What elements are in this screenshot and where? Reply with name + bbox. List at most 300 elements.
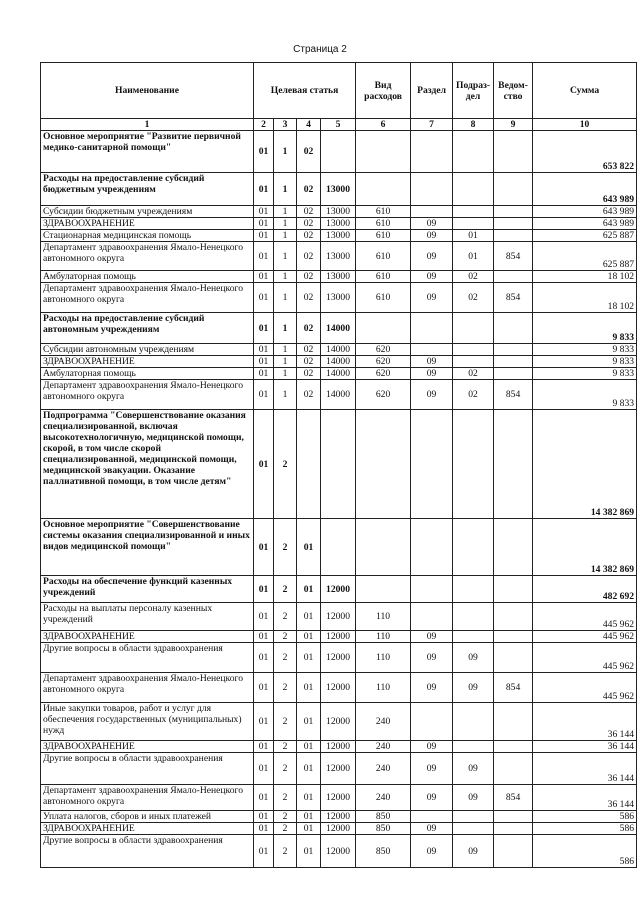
cell-c2: 01 xyxy=(254,673,274,703)
cell-c9 xyxy=(494,131,533,173)
cell-c5: 12000 xyxy=(321,753,356,785)
row-amount: 9 833 xyxy=(533,368,637,380)
cell-c4: 02 xyxy=(297,230,321,242)
cell-c2: 01 xyxy=(254,823,274,835)
cell-c7 xyxy=(411,206,453,218)
cell-c4: 01 xyxy=(297,785,321,811)
row-name: Расходы на предоставление субсидий автономным учреждениям xyxy=(41,313,254,344)
cell-c5: 12000 xyxy=(321,811,356,823)
cell-c5: 14000 xyxy=(321,356,356,368)
cell-c4: 01 xyxy=(297,673,321,703)
table-row xyxy=(41,576,637,603)
cell-c5: 12000 xyxy=(321,823,356,835)
cell-c9 xyxy=(494,741,533,753)
cell-c9 xyxy=(494,753,533,785)
cell-c6: 110 xyxy=(356,643,411,673)
cell-c3: 1 xyxy=(274,313,297,344)
row-name: Департамент здравоохранения Ямало-Ненецкого автономного округа xyxy=(41,380,254,410)
cell-c6: 610 xyxy=(356,206,411,218)
cell-c3: 2 xyxy=(274,643,297,673)
cell-c3: 1 xyxy=(274,283,297,313)
cell-c5: 14000 xyxy=(321,344,356,356)
cell-c7: 09 xyxy=(411,631,453,643)
cell-c6: 110 xyxy=(356,631,411,643)
row-amount: 14 382 869 xyxy=(533,519,637,576)
cell-c3: 1 xyxy=(274,271,297,283)
column-number: 5 xyxy=(321,119,356,131)
row-amount: 653 822 xyxy=(533,131,637,173)
cell-c5: 12000 xyxy=(321,631,356,643)
cell-c6: 240 xyxy=(356,785,411,811)
cell-c5 xyxy=(321,410,356,519)
cell-c8: 09 xyxy=(453,673,494,703)
table-row xyxy=(41,230,637,242)
cell-c6: 850 xyxy=(356,811,411,823)
cell-c6: 610 xyxy=(356,242,411,271)
cell-c8 xyxy=(453,131,494,173)
cell-c4: 02 xyxy=(297,218,321,230)
row-amount: 643 989 xyxy=(533,206,637,218)
cell-c8 xyxy=(453,631,494,643)
cell-c4: 01 xyxy=(297,643,321,673)
row-amount: 586 xyxy=(533,823,637,835)
row-amount: 18 102 xyxy=(533,283,637,313)
cell-c4: 02 xyxy=(297,356,321,368)
column-number: 9 xyxy=(494,119,533,131)
cell-c7: 09 xyxy=(411,380,453,410)
cell-c3: 2 xyxy=(274,519,297,576)
cell-c7 xyxy=(411,576,453,603)
cell-c8 xyxy=(453,206,494,218)
row-name: Расходы на предоставление субсидий бюджетным учреждениям xyxy=(41,173,254,206)
cell-c9 xyxy=(494,173,533,206)
table-row xyxy=(41,741,637,753)
header-expense-type: Вид расходов xyxy=(356,63,411,119)
cell-c3: 1 xyxy=(274,380,297,410)
cell-c2: 01 xyxy=(254,643,274,673)
column-number: 2 xyxy=(254,119,274,131)
cell-c5 xyxy=(321,519,356,576)
column-number: 7 xyxy=(411,119,453,131)
cell-c7: 09 xyxy=(411,218,453,230)
cell-c9 xyxy=(494,410,533,519)
table-row xyxy=(41,835,637,868)
cell-c9 xyxy=(494,368,533,380)
cell-c4: 01 xyxy=(297,753,321,785)
cell-c9 xyxy=(494,206,533,218)
table-row xyxy=(41,380,637,410)
row-name: Уплата налогов, сборов и иных платежей xyxy=(41,811,254,823)
cell-c8 xyxy=(453,603,494,631)
cell-c2: 01 xyxy=(254,218,274,230)
table-row xyxy=(41,356,637,368)
page-title: Страница 2 xyxy=(293,44,347,55)
cell-c3: 2 xyxy=(274,785,297,811)
cell-c5: 13000 xyxy=(321,218,356,230)
row-name: ЗДРАВООХРАНЕНИЕ xyxy=(41,631,254,643)
cell-c2: 01 xyxy=(254,603,274,631)
row-name: Другие вопросы в области здравоохранения xyxy=(41,643,254,673)
cell-c9 xyxy=(494,356,533,368)
cell-c7: 09 xyxy=(411,230,453,242)
row-amount: 36 144 xyxy=(533,753,637,785)
cell-c6: 610 xyxy=(356,271,411,283)
cell-c9 xyxy=(494,811,533,823)
cell-c6: 620 xyxy=(356,368,411,380)
cell-c7 xyxy=(411,313,453,344)
cell-c7: 09 xyxy=(411,823,453,835)
row-name: Департамент здравоохранения Ямало-Ненецкого автономного округа xyxy=(41,785,254,811)
cell-c3: 2 xyxy=(274,835,297,868)
table-row xyxy=(41,811,637,823)
header-section: Раздел xyxy=(411,63,453,119)
row-amount: 36 144 xyxy=(533,703,637,741)
row-amount: 9 833 xyxy=(533,356,637,368)
cell-c9 xyxy=(494,519,533,576)
row-name: Другие вопросы в области здравоохранения xyxy=(41,753,254,785)
column-number: 6 xyxy=(356,119,411,131)
row-name: Департамент здравоохранения Ямало-Ненецкого автономного округа xyxy=(41,242,254,271)
row-name: Департамент здравоохранения Ямало-Ненецкого автономного округа xyxy=(41,673,254,703)
cell-c4: 02 xyxy=(297,242,321,271)
cell-c7: 09 xyxy=(411,242,453,271)
cell-c2: 01 xyxy=(254,785,274,811)
cell-c2: 01 xyxy=(254,356,274,368)
cell-c6: 110 xyxy=(356,603,411,631)
table-row xyxy=(41,673,637,703)
cell-c3: 1 xyxy=(274,344,297,356)
cell-c5: 13000 xyxy=(321,173,356,206)
table-row xyxy=(41,603,637,631)
table-row xyxy=(41,643,637,673)
row-amount: 445 962 xyxy=(533,631,637,643)
cell-c7: 09 xyxy=(411,835,453,868)
cell-c9: 854 xyxy=(494,673,533,703)
row-name: ЗДРАВООХРАНЕНИЕ xyxy=(41,741,254,753)
cell-c4: 02 xyxy=(297,380,321,410)
cell-c6 xyxy=(356,519,411,576)
row-amount: 586 xyxy=(533,811,637,823)
cell-c3: 2 xyxy=(274,631,297,643)
cell-c2: 01 xyxy=(254,576,274,603)
cell-c8: 09 xyxy=(453,835,494,868)
cell-c9 xyxy=(494,218,533,230)
row-amount: 625 887 xyxy=(533,230,637,242)
cell-c2: 01 xyxy=(254,741,274,753)
cell-c6: 240 xyxy=(356,753,411,785)
cell-c7 xyxy=(411,519,453,576)
cell-c9 xyxy=(494,823,533,835)
row-name: Амбулаторная помощь xyxy=(41,368,254,380)
cell-c9 xyxy=(494,631,533,643)
cell-c6: 850 xyxy=(356,823,411,835)
cell-c9 xyxy=(494,576,533,603)
cell-c4: 02 xyxy=(297,283,321,313)
cell-c6 xyxy=(356,313,411,344)
cell-c4: 02 xyxy=(297,271,321,283)
cell-c7: 09 xyxy=(411,271,453,283)
row-amount: 445 962 xyxy=(533,673,637,703)
table-row xyxy=(41,131,637,173)
cell-c3: 2 xyxy=(274,703,297,741)
cell-c5: 13000 xyxy=(321,206,356,218)
cell-c5: 12000 xyxy=(321,703,356,741)
cell-c3: 2 xyxy=(274,741,297,753)
table-row xyxy=(41,313,637,344)
cell-c4: 02 xyxy=(297,344,321,356)
cell-c7 xyxy=(411,131,453,173)
cell-c7 xyxy=(411,344,453,356)
row-amount: 625 887 xyxy=(533,242,637,271)
cell-c7 xyxy=(411,410,453,519)
cell-c2: 01 xyxy=(254,380,274,410)
row-name: Стационарная медицинская помощь xyxy=(41,230,254,242)
cell-c8: 09 xyxy=(453,785,494,811)
cell-c2: 01 xyxy=(254,242,274,271)
cell-c9: 854 xyxy=(494,785,533,811)
cell-c7: 09 xyxy=(411,741,453,753)
cell-c4: 01 xyxy=(297,835,321,868)
column-number-row xyxy=(41,119,637,131)
cell-c2: 01 xyxy=(254,206,274,218)
row-amount: 643 989 xyxy=(533,218,637,230)
table-row xyxy=(41,703,637,741)
cell-c9 xyxy=(494,835,533,868)
column-number: 8 xyxy=(453,119,494,131)
budget-table xyxy=(40,62,637,868)
cell-c5: 14000 xyxy=(321,313,356,344)
cell-c9 xyxy=(494,643,533,673)
cell-c4: 02 xyxy=(297,173,321,206)
cell-c8 xyxy=(453,410,494,519)
cell-c5: 14000 xyxy=(321,380,356,410)
cell-c5: 14000 xyxy=(321,368,356,380)
cell-c4: 02 xyxy=(297,206,321,218)
cell-c3: 1 xyxy=(274,230,297,242)
cell-c5: 12000 xyxy=(321,603,356,631)
cell-c6: 620 xyxy=(356,380,411,410)
row-name: Расходы на обеспечение функций казенных учреждений xyxy=(41,576,254,603)
row-amount: 643 989 xyxy=(533,173,637,206)
row-name: ЗДРАВООХРАНЕНИЕ xyxy=(41,218,254,230)
header-subsection: Подраз-дел xyxy=(453,63,494,119)
cell-c8 xyxy=(453,519,494,576)
cell-c2: 01 xyxy=(254,313,274,344)
cell-c4: 01 xyxy=(297,741,321,753)
cell-c8 xyxy=(453,741,494,753)
cell-c6: 610 xyxy=(356,283,411,313)
cell-c9 xyxy=(494,271,533,283)
cell-c7: 09 xyxy=(411,283,453,313)
cell-c8: 09 xyxy=(453,643,494,673)
cell-c7: 09 xyxy=(411,753,453,785)
table-row xyxy=(41,242,637,271)
cell-c9: 854 xyxy=(494,242,533,271)
cell-c4: 01 xyxy=(297,603,321,631)
cell-c8: 01 xyxy=(453,230,494,242)
cell-c8 xyxy=(453,576,494,603)
cell-c6: 610 xyxy=(356,218,411,230)
cell-c2: 01 xyxy=(254,811,274,823)
cell-c5: 12000 xyxy=(321,643,356,673)
cell-c5 xyxy=(321,131,356,173)
row-amount: 445 962 xyxy=(533,643,637,673)
cell-c2: 01 xyxy=(254,703,274,741)
cell-c2: 01 xyxy=(254,344,274,356)
cell-c8 xyxy=(453,218,494,230)
cell-c2: 01 xyxy=(254,519,274,576)
cell-c5: 13000 xyxy=(321,271,356,283)
cell-c9 xyxy=(494,344,533,356)
cell-c2: 01 xyxy=(254,230,274,242)
table-row xyxy=(41,173,637,206)
cell-c6: 850 xyxy=(356,835,411,868)
row-name: Другие вопросы в области здравоохранения xyxy=(41,835,254,868)
row-amount: 445 962 xyxy=(533,603,637,631)
row-name: Подпрограмма "Совершенствование оказания специализированной, включая высокотехнологичную, медицинской помощи, скорой, в том числе скорой специализированной, медицинской помощи, медицинской эвакуации. Оказание паллиативной помощи, в том числе детям" xyxy=(41,410,254,519)
table-row xyxy=(41,218,637,230)
cell-c8 xyxy=(453,811,494,823)
row-name: ЗДРАВООХРАНЕНИЕ xyxy=(41,356,254,368)
cell-c7 xyxy=(411,703,453,741)
cell-c9 xyxy=(494,603,533,631)
cell-c6: 620 xyxy=(356,356,411,368)
header-name: Наименование xyxy=(41,63,254,119)
cell-c3: 2 xyxy=(274,410,297,519)
table-row xyxy=(41,823,637,835)
cell-c9: 854 xyxy=(494,283,533,313)
cell-c7: 09 xyxy=(411,368,453,380)
cell-c3: 1 xyxy=(274,242,297,271)
cell-c3: 1 xyxy=(274,218,297,230)
column-number: 3 xyxy=(274,119,297,131)
cell-c8 xyxy=(453,344,494,356)
cell-c9 xyxy=(494,703,533,741)
cell-c7: 09 xyxy=(411,673,453,703)
cell-c6 xyxy=(356,410,411,519)
row-amount: 36 144 xyxy=(533,785,637,811)
cell-c9 xyxy=(494,230,533,242)
header-department: Ведом-ство xyxy=(494,63,533,119)
row-amount: 9 833 xyxy=(533,313,637,344)
table-row xyxy=(41,271,637,283)
row-amount: 586 xyxy=(533,835,637,868)
cell-c5: 12000 xyxy=(321,576,356,603)
column-number: 1 xyxy=(41,119,254,131)
cell-c5: 12000 xyxy=(321,835,356,868)
cell-c2: 01 xyxy=(254,283,274,313)
column-number: 4 xyxy=(297,119,321,131)
table-row xyxy=(41,631,637,643)
cell-c7: 09 xyxy=(411,643,453,673)
cell-c2: 01 xyxy=(254,835,274,868)
cell-c3: 1 xyxy=(274,356,297,368)
cell-c3: 1 xyxy=(274,206,297,218)
cell-c5: 13000 xyxy=(321,242,356,271)
cell-c3: 1 xyxy=(274,131,297,173)
cell-c6: 240 xyxy=(356,741,411,753)
cell-c7 xyxy=(411,603,453,631)
cell-c5: 13000 xyxy=(321,230,356,242)
cell-c8: 02 xyxy=(453,283,494,313)
cell-c2: 01 xyxy=(254,368,274,380)
cell-c2: 01 xyxy=(254,271,274,283)
table-row xyxy=(41,753,637,785)
cell-c4: 01 xyxy=(297,703,321,741)
cell-c3: 2 xyxy=(274,823,297,835)
cell-c3: 2 xyxy=(274,811,297,823)
table-row xyxy=(41,519,637,576)
cell-c4: 02 xyxy=(297,313,321,344)
cell-c8 xyxy=(453,173,494,206)
cell-c6: 110 xyxy=(356,673,411,703)
cell-c4: 01 xyxy=(297,823,321,835)
cell-c5: 12000 xyxy=(321,673,356,703)
row-amount: 9 833 xyxy=(533,380,637,410)
table-row xyxy=(41,410,637,519)
table-row xyxy=(41,206,637,218)
cell-c8 xyxy=(453,313,494,344)
cell-c2: 01 xyxy=(254,131,274,173)
cell-c8: 02 xyxy=(453,368,494,380)
row-amount: 482 692 xyxy=(533,576,637,603)
row-name: Расходы на выплаты персоналу казенных учреждений xyxy=(41,603,254,631)
cell-c6: 620 xyxy=(356,344,411,356)
row-amount: 9 833 xyxy=(533,344,637,356)
table-row xyxy=(41,368,637,380)
cell-c4 xyxy=(297,410,321,519)
cell-c4: 01 xyxy=(297,519,321,576)
cell-c8 xyxy=(453,703,494,741)
row-name: Иные закупки товаров, работ и услуг для обеспечения государственных (муниципальных) нужд xyxy=(41,703,254,741)
header-row xyxy=(41,63,637,119)
cell-c7: 09 xyxy=(411,785,453,811)
cell-c2: 01 xyxy=(254,410,274,519)
row-amount: 36 144 xyxy=(533,741,637,753)
cell-c4: 01 xyxy=(297,811,321,823)
row-name: Основное мероприятие "Совершенствование системы оказания специализированной и иных видов медицинской помощи" xyxy=(41,519,254,576)
cell-c7 xyxy=(411,173,453,206)
cell-c4: 01 xyxy=(297,631,321,643)
cell-c3: 2 xyxy=(274,603,297,631)
cell-c6 xyxy=(356,131,411,173)
column-number: 10 xyxy=(533,119,637,131)
cell-c5: 12000 xyxy=(321,741,356,753)
table-row xyxy=(41,785,637,811)
cell-c3: 2 xyxy=(274,576,297,603)
row-amount: 14 382 869 xyxy=(533,410,637,519)
cell-c8: 02 xyxy=(453,271,494,283)
cell-c4: 01 xyxy=(297,576,321,603)
cell-c8 xyxy=(453,356,494,368)
row-name: Субсидии автономным учреждениям xyxy=(41,344,254,356)
cell-c2: 01 xyxy=(254,631,274,643)
header-amount: Сумма xyxy=(533,63,637,119)
row-name: Субсидии бюджетным учреждениям xyxy=(41,206,254,218)
cell-c5: 12000 xyxy=(321,785,356,811)
cell-c6: 240 xyxy=(356,703,411,741)
cell-c3: 2 xyxy=(274,753,297,785)
cell-c6 xyxy=(356,576,411,603)
row-name: Основное мероприятие "Развитие первичной медико-санитарной помощи" xyxy=(41,131,254,173)
row-name: Амбулаторная помощь xyxy=(41,271,254,283)
header-target: Целевая статья xyxy=(254,63,356,119)
cell-c3: 2 xyxy=(274,673,297,703)
row-amount: 18 102 xyxy=(533,271,637,283)
table-row xyxy=(41,344,637,356)
cell-c6 xyxy=(356,173,411,206)
cell-c2: 01 xyxy=(254,753,274,785)
